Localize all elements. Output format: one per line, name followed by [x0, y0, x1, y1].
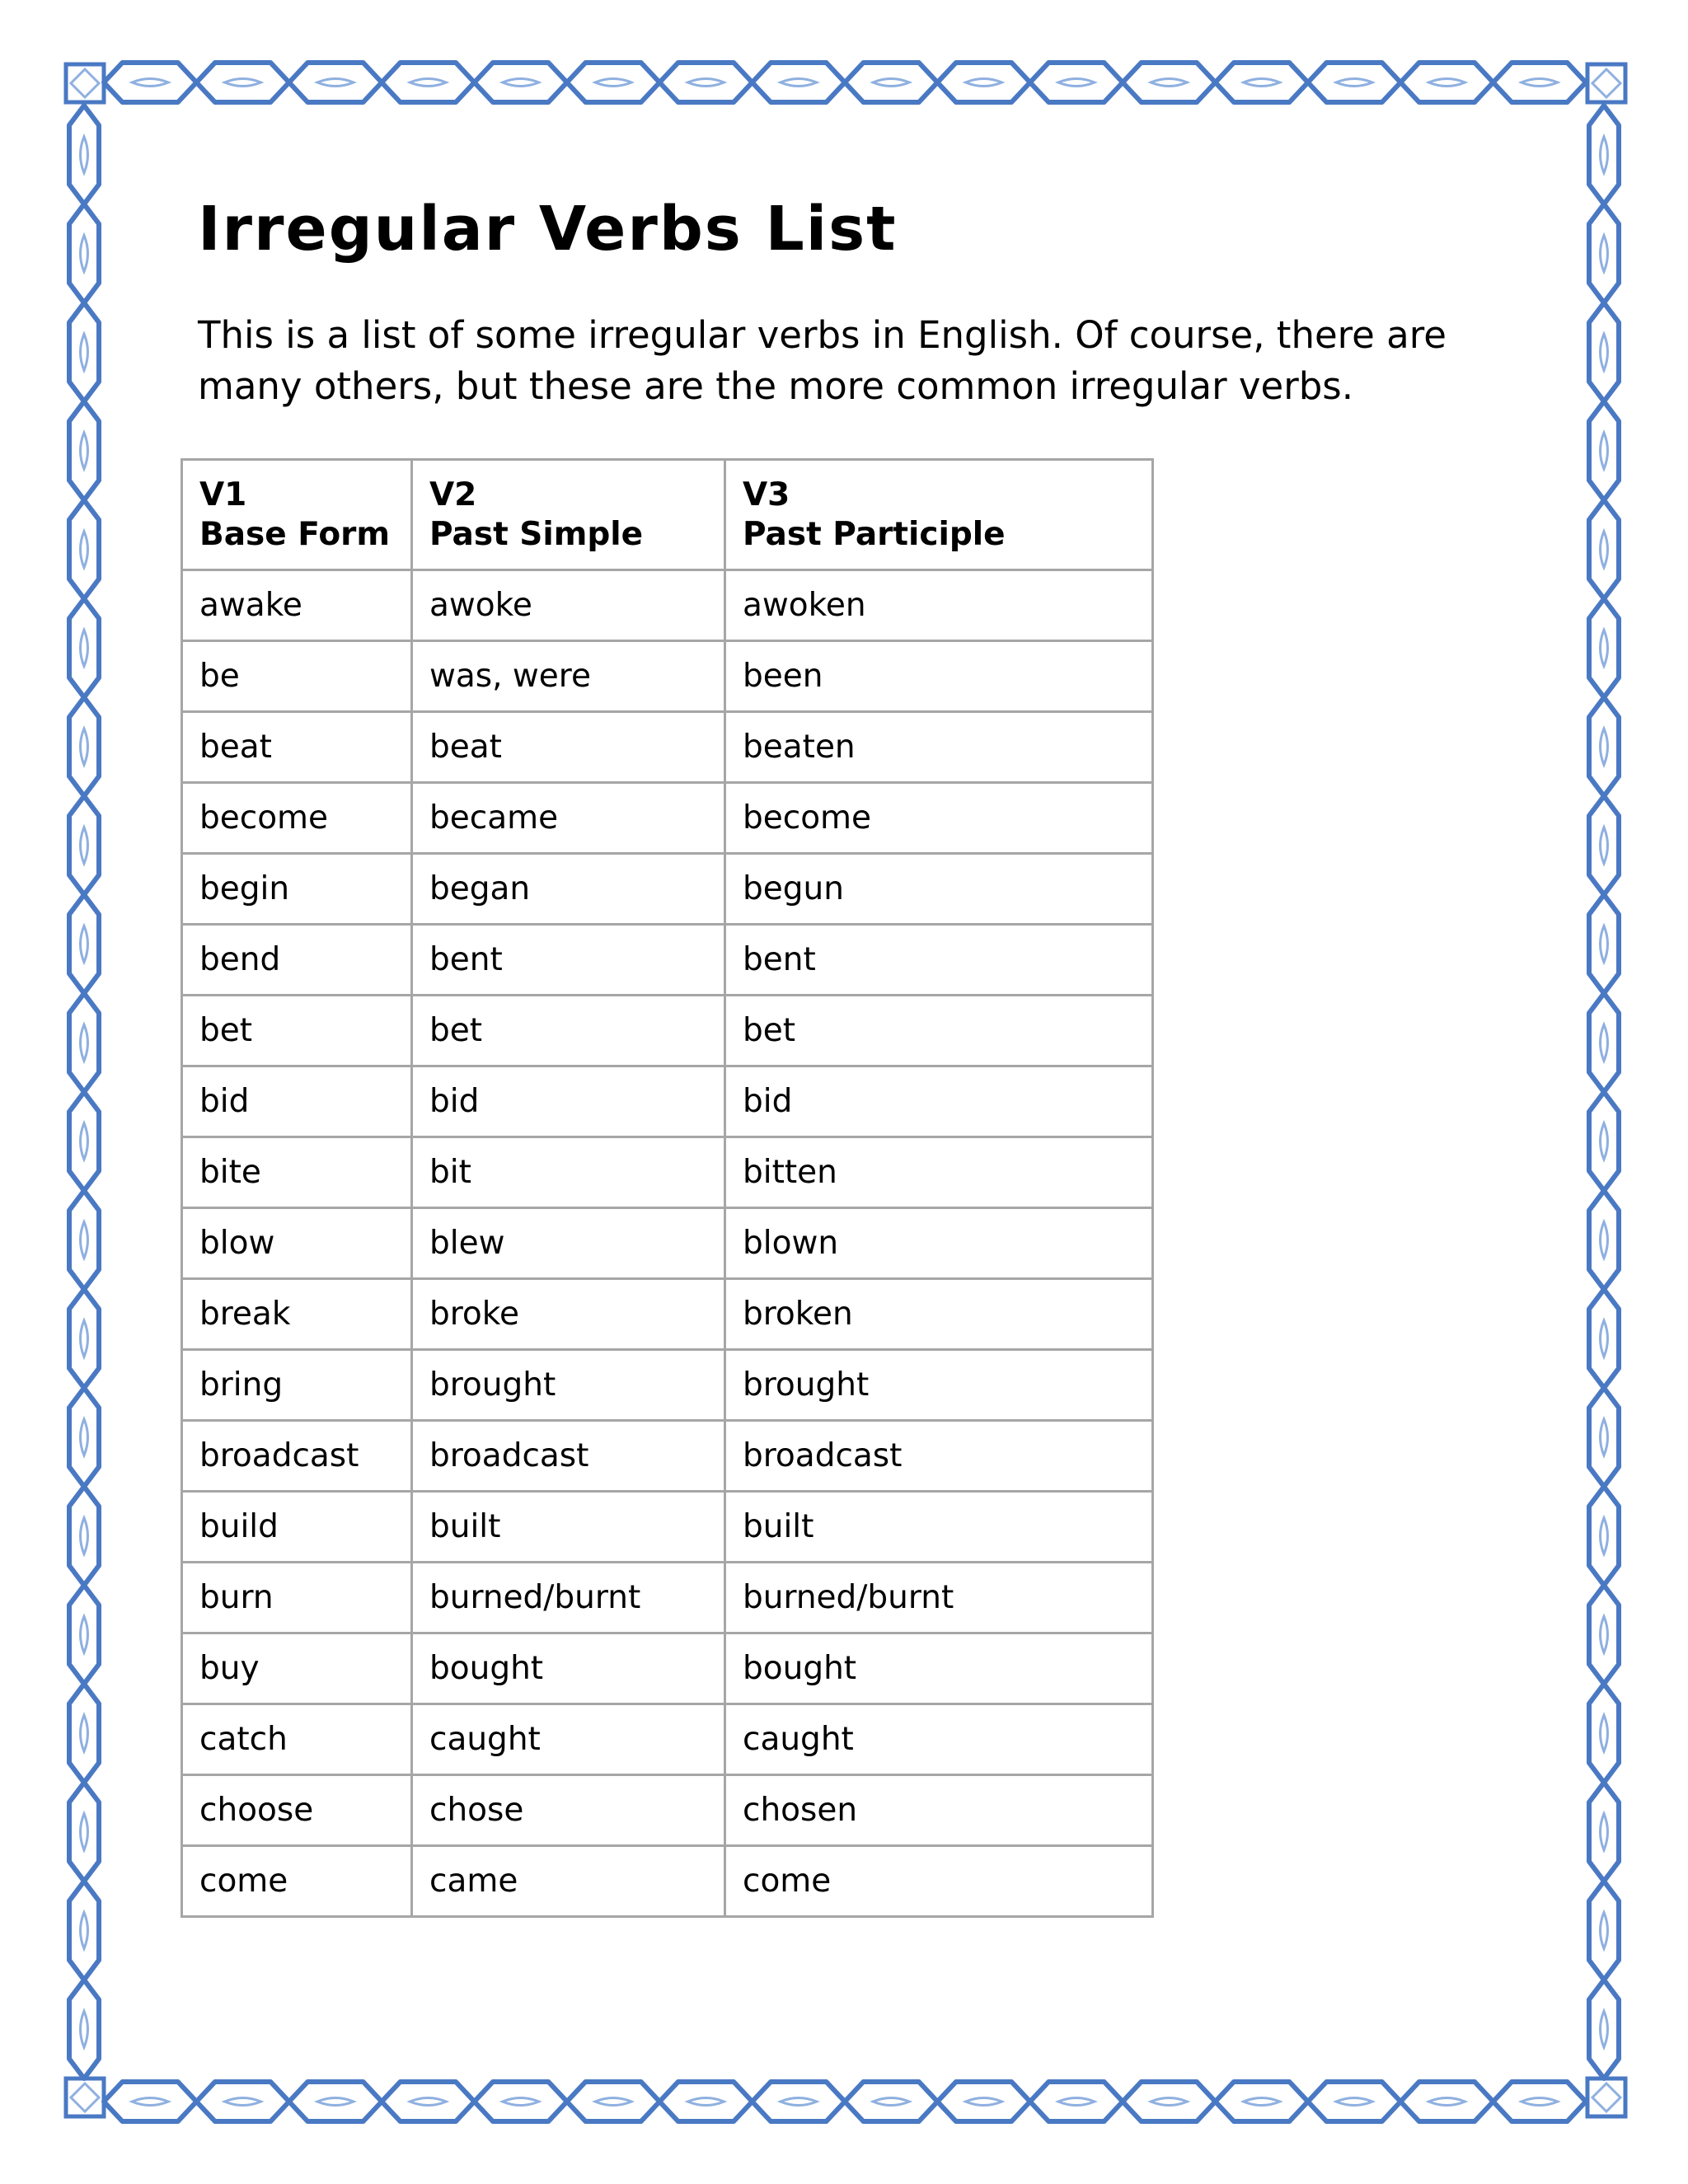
cell-past-participle: broken — [725, 1279, 1153, 1350]
border-corner-ornament — [1592, 2083, 1620, 2111]
border-segment — [69, 105, 99, 204]
border-segment — [475, 2082, 567, 2121]
border-segment — [475, 63, 567, 102]
border-segment — [382, 63, 474, 102]
border-segment — [69, 1980, 99, 2079]
border-segment — [104, 63, 196, 102]
cell-past-simple: began — [412, 854, 725, 925]
border-ornament — [1601, 137, 1608, 173]
table-row — [182, 1775, 1153, 1846]
border-ornament — [873, 2098, 909, 2106]
cell-past-simple: caught — [412, 1704, 725, 1775]
border-ornament — [873, 79, 909, 87]
border-segment — [1308, 63, 1400, 102]
border-segment — [69, 1586, 99, 1685]
cell-base-form: burn — [182, 1563, 412, 1633]
border-top — [104, 63, 1586, 102]
border-segment — [1400, 2082, 1493, 2121]
border-ornament — [503, 2098, 539, 2106]
border-segment — [1589, 1191, 1619, 1290]
border-ornament — [1336, 2098, 1372, 2106]
border-segment — [69, 599, 99, 698]
cell-past-participle: bent — [725, 925, 1153, 996]
border-ornament — [1601, 236, 1608, 272]
border-bottom — [104, 2082, 1586, 2121]
table-header-row — [182, 460, 1153, 570]
border-segment — [69, 401, 99, 500]
border-ornament — [687, 79, 724, 87]
cell-past-simple: chose — [412, 1775, 725, 1846]
cell-base-form: blow — [182, 1208, 412, 1279]
border-segment — [1589, 1388, 1619, 1487]
border-segment — [937, 2082, 1029, 2121]
cell-base-form: begin — [182, 854, 412, 925]
cell-base-form: bet — [182, 996, 412, 1066]
border-ornament — [1058, 79, 1095, 87]
table-row — [182, 1633, 1153, 1704]
border-segment — [69, 1092, 99, 1191]
cell-past-simple: bent — [412, 925, 725, 996]
header-code: V1 — [199, 476, 247, 513]
cell-past-simple: was, were — [412, 641, 725, 712]
cell-past-simple: beat — [412, 712, 725, 783]
cell-base-form: buy — [182, 1633, 412, 1704]
border-ornament — [1428, 79, 1465, 87]
border-ornament — [966, 2098, 1002, 2106]
border-segment — [69, 1783, 99, 1882]
table-row — [182, 925, 1153, 996]
cell-base-form: choose — [182, 1775, 412, 1846]
border-segment — [567, 63, 659, 102]
cell-past-simple: bought — [412, 1633, 725, 1704]
border-segment — [69, 500, 99, 599]
cell-past-participle: bid — [725, 1066, 1153, 1137]
cell-past-participle: chosen — [725, 1775, 1153, 1846]
border-segment — [659, 63, 752, 102]
table-row — [182, 1208, 1153, 1279]
border-ornament — [781, 79, 817, 87]
header-v1 — [182, 460, 412, 570]
border-ornament — [81, 630, 88, 666]
table-row — [182, 1279, 1153, 1350]
cell-past-participle: beaten — [725, 712, 1153, 783]
border-ornament — [1336, 79, 1372, 87]
border-segment — [1589, 1092, 1619, 1191]
cell-past-simple: brought — [412, 1350, 725, 1421]
table-row — [182, 1421, 1153, 1492]
border-ornament — [81, 2011, 88, 2047]
border-segment — [1216, 63, 1308, 102]
border-segment — [1589, 204, 1619, 303]
border-segment — [69, 895, 99, 994]
border-segment — [69, 1289, 99, 1388]
border-segment — [69, 1191, 99, 1290]
table-row — [182, 570, 1153, 641]
border-ornament — [1601, 1814, 1608, 1850]
cell-past-simple: bit — [412, 1137, 725, 1208]
table-row — [182, 1350, 1153, 1421]
header-label: Base Form — [199, 515, 391, 553]
border-segment — [1123, 2082, 1215, 2121]
border-segment — [382, 2082, 474, 2121]
border-ornament — [1151, 79, 1187, 87]
border-ornament — [81, 729, 88, 765]
cell-past-participle: begun — [725, 854, 1153, 925]
border-ornament — [966, 79, 1002, 87]
table-row — [182, 1846, 1153, 1917]
border-segment — [567, 2082, 659, 2121]
border-ornament — [317, 79, 354, 87]
border-segment — [1030, 63, 1123, 102]
border-ornament — [1601, 1912, 1608, 1948]
border-segment — [196, 2082, 288, 2121]
border-ornament — [81, 1912, 88, 1948]
border-ornament — [81, 236, 88, 272]
border-ornament — [1058, 2098, 1095, 2106]
intro-paragraph: This is a list of some irregular verbs in English. Of course, there are many others, but these are the more common irregular verbs. — [198, 313, 1447, 408]
cell-past-simple: broadcast — [412, 1421, 725, 1492]
cell-base-form: bend — [182, 925, 412, 996]
border-ornament — [1151, 2098, 1187, 2106]
cell-past-simple: broke — [412, 1279, 725, 1350]
border-ornament — [1601, 1024, 1608, 1061]
border-ornament — [1601, 926, 1608, 962]
border-segment — [1589, 1783, 1619, 1882]
cell-past-participle: bitten — [725, 1137, 1153, 1208]
border-segment — [69, 697, 99, 796]
table-row — [182, 1563, 1153, 1633]
border-ornament — [1601, 1715, 1608, 1751]
border-ornament — [503, 79, 539, 87]
border-ornament — [687, 2098, 724, 2106]
cell-past-simple: awoke — [412, 570, 725, 641]
border-segment — [1589, 1684, 1619, 1783]
border-segment — [69, 302, 99, 401]
cell-past-participle: become — [725, 783, 1153, 854]
cell-past-participle: caught — [725, 1704, 1153, 1775]
table-row — [182, 641, 1153, 712]
border-ornament — [1522, 2098, 1558, 2106]
border-ornament — [317, 2098, 354, 2106]
border-corner-ornament — [71, 69, 99, 97]
border-ornament — [1601, 334, 1608, 370]
table-row — [182, 783, 1153, 854]
cell-past-simple: bid — [412, 1066, 725, 1137]
border-ornament — [781, 2098, 817, 2106]
border-segment — [1589, 697, 1619, 796]
cell-past-simple: bet — [412, 996, 725, 1066]
header-code: V2 — [429, 476, 477, 513]
border-ornament — [81, 532, 88, 568]
page-title: Irregular Verbs List — [198, 194, 898, 265]
cell-base-form: build — [182, 1492, 412, 1563]
border-segment — [1589, 500, 1619, 599]
border-segment — [1123, 63, 1215, 102]
table-body — [182, 570, 1153, 1917]
table-row — [182, 1492, 1153, 1563]
border-ornament — [81, 926, 88, 962]
border-segment — [1216, 2082, 1308, 2121]
border-ornament — [81, 1024, 88, 1061]
cell-base-form: bite — [182, 1137, 412, 1208]
border-segment — [69, 993, 99, 1092]
border-ornament — [1601, 532, 1608, 568]
border-segment — [1308, 2082, 1400, 2121]
border-segment — [845, 63, 937, 102]
border-right — [1589, 105, 1619, 2079]
border-segment — [104, 2082, 196, 2121]
border-segment — [1589, 993, 1619, 1092]
table-row — [182, 854, 1153, 925]
table-row — [182, 712, 1153, 783]
border-ornament — [81, 1616, 88, 1652]
border-ornament — [1601, 729, 1608, 765]
border-ornament — [81, 1222, 88, 1258]
border-segment — [1589, 796, 1619, 895]
border-ornament — [1601, 1518, 1608, 1554]
border-segment — [69, 1882, 99, 1980]
cell-past-participle: come — [725, 1846, 1153, 1917]
cell-past-simple: blew — [412, 1208, 725, 1279]
cell-past-participle: built — [725, 1492, 1153, 1563]
border-ornament — [81, 137, 88, 173]
border-ornament — [410, 79, 446, 87]
border-segment — [1589, 401, 1619, 500]
border-segment — [1589, 1882, 1619, 1980]
border-ornament — [1601, 1419, 1608, 1455]
border-segment — [937, 63, 1029, 102]
border-ornament — [81, 1419, 88, 1455]
border-ornament — [81, 1715, 88, 1751]
border-ornament — [1244, 2098, 1280, 2106]
border-ornament — [1601, 2011, 1608, 2047]
border-ornament — [595, 79, 631, 87]
cell-base-form: become — [182, 783, 412, 854]
border-ornament — [1601, 433, 1608, 469]
border-segment — [1493, 63, 1586, 102]
border-segment — [659, 2082, 752, 2121]
irregular-verbs-table — [181, 458, 1154, 1918]
cell-past-simple: burned/burnt — [412, 1563, 725, 1633]
border-ornament — [81, 1320, 88, 1357]
border-ornament — [132, 2098, 168, 2106]
border-segment — [196, 63, 288, 102]
cell-past-simple: came — [412, 1846, 725, 1917]
border-segment — [1589, 1289, 1619, 1388]
border-segment — [69, 796, 99, 895]
border-segment — [1400, 63, 1493, 102]
cell-past-participle: burned/burnt — [725, 1563, 1153, 1633]
border-segment — [69, 204, 99, 303]
border-ornament — [81, 1518, 88, 1554]
border-ornament — [81, 433, 88, 469]
border-corner-ornament — [71, 2083, 99, 2111]
cell-base-form: come — [182, 1846, 412, 1917]
table-row — [182, 1137, 1153, 1208]
cell-past-participle: bet — [725, 996, 1153, 1066]
cell-base-form: be — [182, 641, 412, 712]
border-ornament — [595, 2098, 631, 2106]
header-code: V3 — [743, 476, 790, 513]
border-segment — [1493, 2082, 1586, 2121]
cell-past-participle: been — [725, 641, 1153, 712]
cell-base-form: bid — [182, 1066, 412, 1137]
border-ornament — [225, 2098, 261, 2106]
border-ornament — [1601, 1123, 1608, 1160]
border-ornament — [81, 827, 88, 864]
border-segment — [289, 2082, 382, 2121]
border-ornament — [1601, 1320, 1608, 1357]
border-segment — [753, 2082, 845, 2121]
border-segment — [69, 1388, 99, 1487]
border-segment — [1589, 1980, 1619, 2079]
border-ornament — [81, 334, 88, 370]
table-row — [182, 1704, 1153, 1775]
table-row — [182, 1066, 1153, 1137]
cell-past-simple: built — [412, 1492, 725, 1563]
border-segment — [1589, 1586, 1619, 1685]
border-segment — [289, 63, 382, 102]
cell-base-form: bring — [182, 1350, 412, 1421]
border-ornament — [1522, 79, 1558, 87]
border-ornament — [1244, 79, 1280, 87]
cell-past-simple: became — [412, 783, 725, 854]
cell-past-participle: awoken — [725, 570, 1153, 641]
border-corner-ornament — [1592, 69, 1620, 97]
border-segment — [1589, 1487, 1619, 1586]
border-segment — [845, 2082, 937, 2121]
border-ornament — [81, 1123, 88, 1160]
cell-base-form: break — [182, 1279, 412, 1350]
border-ornament — [1601, 1616, 1608, 1652]
border-segment — [69, 1684, 99, 1783]
border-ornament — [81, 1814, 88, 1850]
cell-base-form: beat — [182, 712, 412, 783]
cell-base-form: awake — [182, 570, 412, 641]
header-v3 — [725, 460, 1153, 570]
border-ornament — [132, 79, 168, 87]
border-ornament — [1428, 2098, 1465, 2106]
border-segment — [753, 63, 845, 102]
border-segment — [1589, 895, 1619, 994]
border-left — [69, 105, 99, 2079]
cell-base-form: broadcast — [182, 1421, 412, 1492]
border-segment — [1589, 105, 1619, 204]
border-ornament — [1601, 1222, 1608, 1258]
cell-past-participle: bought — [725, 1633, 1153, 1704]
header-label: Past Simple — [429, 515, 644, 553]
border-segment — [1589, 302, 1619, 401]
table-row — [182, 996, 1153, 1066]
border-ornament — [1601, 630, 1608, 666]
cell-base-form: catch — [182, 1704, 412, 1775]
border-ornament — [410, 2098, 446, 2106]
cell-past-participle: brought — [725, 1350, 1153, 1421]
header-label: Past Participle — [743, 515, 1006, 553]
border-ornament — [225, 79, 261, 87]
border-segment — [1030, 2082, 1123, 2121]
cell-past-participle: blown — [725, 1208, 1153, 1279]
border-segment — [69, 1487, 99, 1586]
border-segment — [1589, 599, 1619, 698]
cell-past-participle: broadcast — [725, 1421, 1153, 1492]
border-ornament — [1601, 827, 1608, 864]
header-v2 — [412, 460, 725, 570]
